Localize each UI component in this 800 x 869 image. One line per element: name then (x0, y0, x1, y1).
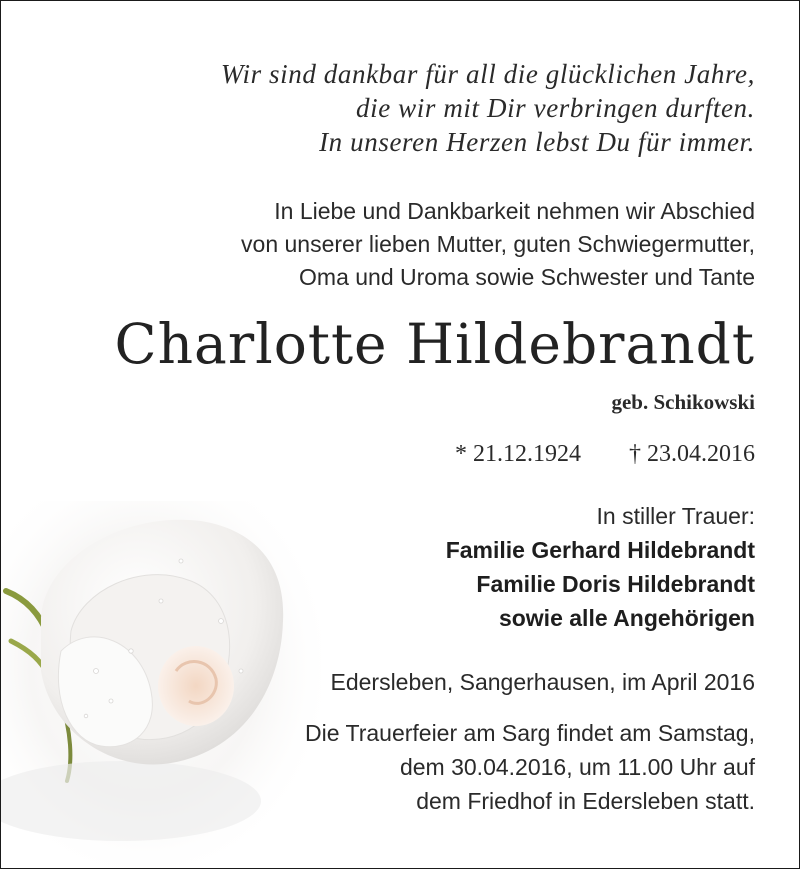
life-dates (455, 438, 755, 470)
birth-name: geb. Schikowski (611, 390, 755, 414)
quote-line: Wir sind dankbar für all die glücklichen Jahre, (220, 59, 755, 89)
mourners-list (446, 533, 755, 635)
mourner: sowie alle Angehörigen (498, 605, 755, 631)
place-date: Edersleben, Sangerhausen, im April 2016 (330, 669, 755, 695)
death-date: † 23.04.2016 (629, 441, 755, 467)
deceased-name: Charlotte Hildebrandt (114, 312, 755, 376)
quote-line: In unseren Herzen lebst Du für immer. (319, 127, 755, 157)
mourner: Familie Doris Hildebrandt (476, 571, 755, 597)
intro-line: In Liebe und Dankbarkeit nehmen wir Abschied (274, 198, 755, 224)
birth-date: * 21.12.1924 (455, 441, 581, 467)
intro-line: Oma und Uroma sowie Schwester und Tante (299, 264, 755, 290)
funeral-service-info (305, 716, 755, 818)
quote-line: die wir mit Dir verbringen durften. (356, 93, 755, 123)
mourner: Familie Gerhard Hildebrandt (445, 537, 755, 563)
intro-line: von unserer lieben Mutter, guten Schwiegermutter, (241, 231, 755, 257)
service-line: dem 30.04.2016, um 11.00 Uhr auf (399, 754, 755, 780)
white-rose-icon (1, 501, 321, 868)
service-line: Die Trauerfeier am Sarg findet am Samstag, (305, 720, 755, 746)
service-line: dem Friedhof in Edersleben statt. (416, 788, 755, 814)
farewell-intro (241, 195, 755, 294)
memorial-quote (221, 57, 755, 159)
mourning-label: In stiller Trauer: (596, 503, 755, 529)
